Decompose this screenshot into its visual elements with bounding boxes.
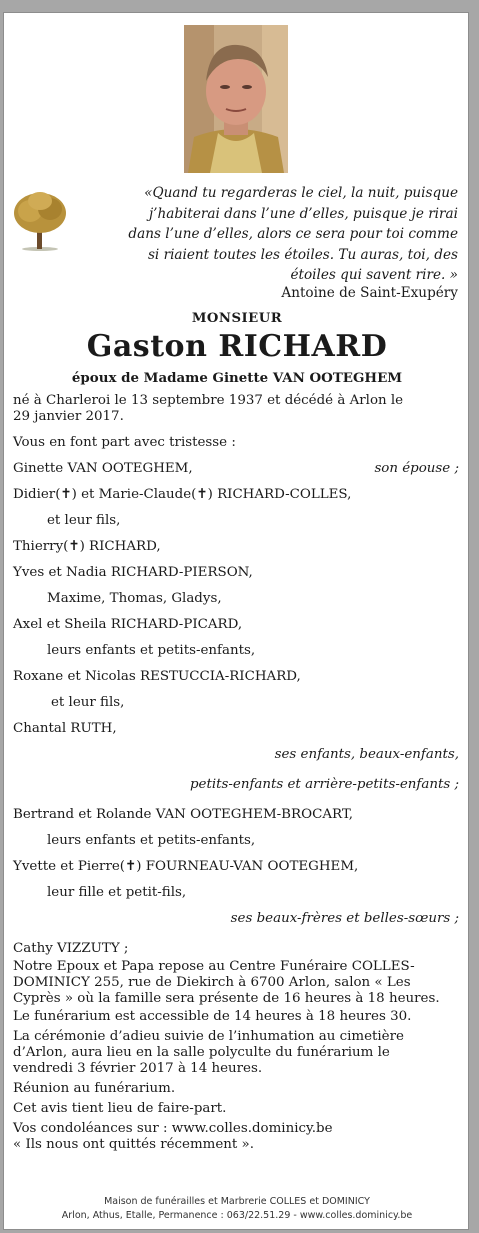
info-paragraph — [13, 1029, 459, 1077]
family-line: et leur fils, — [47, 513, 121, 528]
family-line: leurs enfants et petits-enfants, — [47, 833, 256, 848]
family-line: Cathy VIZZUTY ; — [13, 941, 129, 956]
family-line: Yvette et Pierre(✝) FOURNEAU-VAN OOTEGHEM, — [13, 859, 359, 874]
family-line: leurs enfants et petits-enfants, — [47, 643, 256, 658]
info-line: « Ils nous ont quittés récemment ». — [13, 1137, 254, 1152]
quote-line: dans l’une d’elles, alors ce sera pour toi comme — [128, 226, 458, 242]
spouse-line: époux de Madame Ginette VAN OOTEGHEM — [71, 370, 403, 386]
family-line: Didier(✝) et Marie-Claude(✝) RICHARD-COLLES, — [13, 487, 352, 502]
family-line: Chantal RUTH, — [13, 721, 117, 736]
portrait-photo — [184, 25, 288, 173]
tree-icon — [12, 189, 68, 251]
birth-line: 29 janvier 2017. — [13, 409, 124, 424]
quote — [122, 183, 458, 286]
footer — [4, 1195, 470, 1223]
family-line: Axel et Sheila RICHARD-PICARD, — [13, 617, 243, 632]
family-line: leur fille et petit-fils, — [47, 885, 187, 900]
info-paragraph — [13, 959, 459, 1007]
family-line: et leur fils, — [51, 695, 125, 710]
quote-author: Antoine de Saint-Exupéry — [281, 285, 458, 301]
family-role: petits-enfants et arrière-petits-enfants ; — [189, 777, 459, 792]
family-role: ses enfants, beaux-enfants, — [274, 747, 459, 762]
family-line: Roxane et Nicolas RESTUCCIA-RICHARD, — [13, 669, 301, 684]
deceased-name: Gaston RICHARD — [86, 329, 388, 364]
intro-line: Vous en font part avec tristesse : — [13, 435, 236, 450]
condolences-link[interactable]: Vos condoléances sur : www.colles.dominicy.be — [13, 1121, 333, 1136]
info-line: La cérémonie d’adieu suivie de l’inhumation au cimetière — [13, 1029, 404, 1044]
obituary-body — [13, 393, 459, 1153]
family-line: Maxime, Thomas, Gladys, — [47, 591, 222, 606]
obituary-page — [3, 12, 469, 1230]
family-line: Yves et Nadia RICHARD-PIERSON, — [13, 565, 253, 580]
quote-line: si riaient toutes les étoiles. Tu auras, toi, des — [147, 246, 458, 263]
title-monsieur: MONSIEUR — [191, 311, 283, 326]
family-line: Bertrand et Rolande VAN OOTEGHEM-BROCART, — [13, 807, 354, 822]
info-line: Le funérarium est accessible de 14 heures à 18 heures 30. — [13, 1009, 412, 1024]
birth-line: né à Charleroi le 13 septembre 1937 et décédé à Arlon le — [13, 393, 404, 408]
info-line: Réunion au funérarium. — [13, 1081, 176, 1096]
family-role: ses beaux-frères et belles-sœurs ; — [230, 911, 459, 926]
info-line: Cet avis tient lieu de faire-part. — [13, 1101, 227, 1116]
info-line: d’Arlon, aura lieu en la salle polyculte du funérarium le — [13, 1045, 390, 1060]
quote-line: «Quand tu regarderas le ciel, la nuit, puisque — [144, 185, 458, 201]
family-line: Thierry(✝) RICHARD, — [13, 539, 161, 554]
footer-line: Arlon, Athus, Etalle, Permanence : 063/22.51.29 - www.colles.dominicy.be — [61, 1210, 413, 1221]
family-role: son épouse ; — [374, 461, 459, 476]
info-line: vendredi 3 février 2017 à 14 heures. — [13, 1061, 263, 1076]
quote-line: j’habiterai dans l’une d’elles, puisque je rirai — [148, 205, 458, 222]
info-line: Cyprès » où la famille sera présente de 16 heures à 18 heures. — [13, 991, 440, 1006]
info-line: DOMINICY 255, rue de Diekirch à 6700 Arlon, salon « Les — [13, 975, 411, 990]
family-name: Ginette VAN OOTEGHEM, — [13, 461, 193, 476]
info-line: Notre Epoux et Papa repose au Centre Funéraire COLLES- — [13, 959, 415, 974]
footer-line: Maison de funérailles et Marbrerie COLLES et DOMINICY — [104, 1196, 370, 1207]
family-row-spouse — [13, 461, 459, 477]
quote-line: étoiles qui savent rire. » — [290, 267, 458, 283]
